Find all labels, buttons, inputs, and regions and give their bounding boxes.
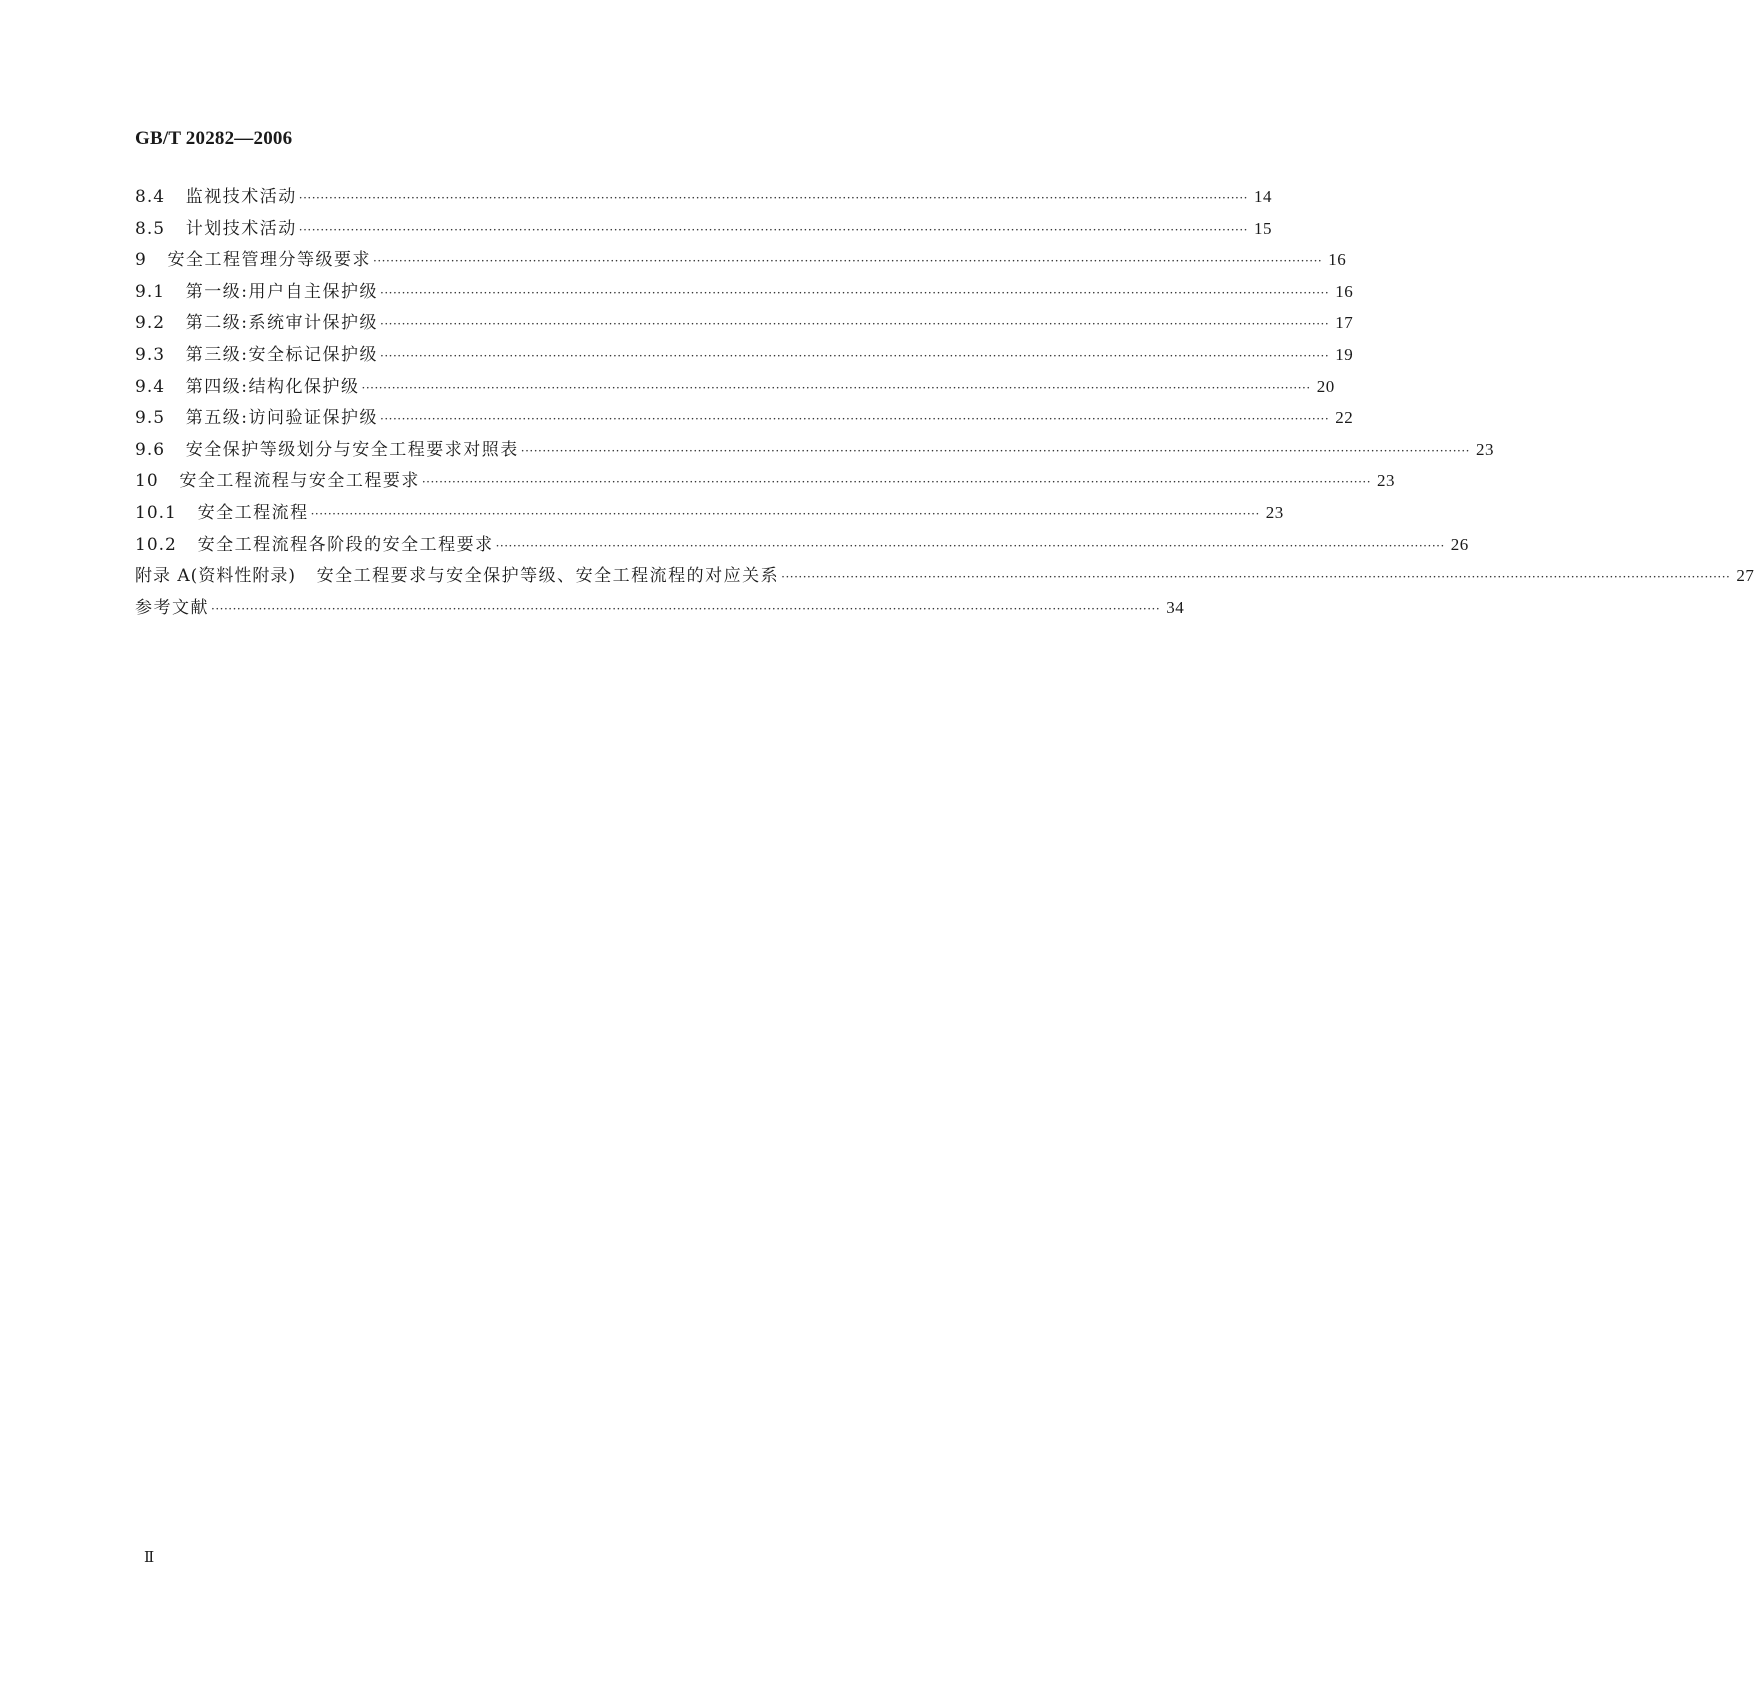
toc-entry-label bbox=[135, 593, 209, 618]
toc-leader-dots: ···························································································································································································································· bbox=[361, 380, 1311, 395]
toc-entry-label bbox=[135, 372, 360, 397]
toc-entry-label bbox=[135, 245, 371, 270]
toc-leader-dots: ···························································································································································································································· bbox=[298, 191, 1248, 205]
toc-entry-page: 23 bbox=[1475, 439, 1494, 459]
toc-entry-title: 安全工程要求与安全保护等级、安全工程流程的对应关系 bbox=[316, 566, 780, 587]
toc-entry-title: 安全保护等级划分与安全工程要求对照表 bbox=[185, 439, 519, 460]
toc-entry[interactable] bbox=[135, 308, 1354, 340]
toc-entry-number: 10 bbox=[135, 471, 159, 492]
toc-entry[interactable] bbox=[135, 403, 1354, 435]
toc-entry-label bbox=[135, 308, 378, 333]
toc-entry[interactable] bbox=[135, 214, 1272, 246]
toc-entry[interactable] bbox=[135, 466, 1396, 498]
toc-leader-dots: ···························································································································································································································· bbox=[380, 317, 1330, 332]
toc-entry-label bbox=[135, 403, 378, 428]
toc-entry-page: 17 bbox=[1335, 313, 1354, 333]
toc-entry-title: 参考文献 bbox=[135, 597, 209, 618]
page-number-roman: Ⅱ bbox=[144, 1550, 155, 1566]
toc-entry[interactable] bbox=[135, 561, 1754, 593]
toc-entry-page: 16 bbox=[1335, 281, 1354, 301]
toc-entry-number: 9.4 bbox=[135, 376, 166, 397]
toc-leader-dots: ···························································································································································································································· bbox=[380, 285, 1330, 300]
toc-entry[interactable] bbox=[135, 277, 1354, 309]
toc-entry-number: 10.1 bbox=[135, 502, 177, 523]
toc-entry-title: 计划技术活动 bbox=[185, 218, 297, 239]
toc-entry-page: 23 bbox=[1265, 502, 1284, 522]
toc-leader-dots: ···························································································································································································································· bbox=[373, 254, 1323, 269]
toc-leader-dots: ···························································································································································································································· bbox=[781, 570, 1731, 585]
toc-leader-dots: ···························································································································································································································· bbox=[380, 348, 1330, 363]
toc-entry-label bbox=[135, 340, 378, 365]
toc-entry[interactable] bbox=[135, 340, 1354, 372]
toc-entry[interactable] bbox=[135, 182, 1272, 214]
toc-entry-title: 第二级:系统审计保护级 bbox=[185, 313, 378, 334]
toc-entry-page: 16 bbox=[1328, 250, 1347, 270]
toc-entry-number: 8.5 bbox=[135, 218, 166, 239]
toc-entry[interactable] bbox=[135, 530, 1469, 562]
toc-entry[interactable] bbox=[135, 245, 1347, 277]
toc-entry-page: 19 bbox=[1335, 344, 1354, 364]
toc-leader-dots: ···························································································································································································································· bbox=[520, 443, 1470, 458]
table-of-contents bbox=[135, 182, 1754, 624]
toc-entry-number: 9.3 bbox=[135, 344, 166, 365]
toc-entry-label bbox=[135, 466, 420, 491]
toc-leader-dots: ···························································································································································································································· bbox=[421, 475, 1372, 490]
toc-entry-label bbox=[135, 182, 297, 207]
toc-entry-page: 26 bbox=[1450, 534, 1469, 554]
toc-entry-number: 9.5 bbox=[135, 408, 166, 429]
toc-entry-number: 9.1 bbox=[135, 281, 166, 302]
toc-entry-label bbox=[135, 530, 494, 555]
toc-leader-dots: ···························································································································································································································· bbox=[380, 412, 1330, 427]
toc-leader-dots: ···························································································································································································································· bbox=[211, 601, 1161, 616]
toc-entry-label bbox=[135, 498, 309, 523]
toc-entry[interactable] bbox=[135, 498, 1284, 530]
toc-entry-label bbox=[135, 214, 297, 239]
toc-entry-label bbox=[135, 435, 519, 460]
toc-leader-dots: ···························································································································································································································· bbox=[495, 538, 1445, 553]
toc-leader-dots: ···························································································································································································································· bbox=[310, 506, 1260, 521]
toc-entry-title: 第三级:安全标记保护级 bbox=[185, 344, 378, 365]
toc-entry[interactable] bbox=[135, 593, 1185, 625]
toc-entry-label bbox=[135, 277, 378, 302]
toc-entry-title: 监视技术活动 bbox=[185, 187, 297, 207]
toc-entry-number: 附录 A(资料性附录) bbox=[135, 566, 296, 587]
toc-entry-number: 9.2 bbox=[135, 313, 166, 334]
toc-entry-title: 安全工程流程与安全工程要求 bbox=[179, 471, 420, 492]
toc-entry-page: 34 bbox=[1166, 597, 1185, 617]
toc-entry-title: 安全工程流程各阶段的安全工程要求 bbox=[197, 534, 494, 555]
toc-entry-number: 8.4 bbox=[135, 187, 166, 207]
toc-entry-number: 9.6 bbox=[135, 439, 166, 460]
toc-entry-page: 23 bbox=[1377, 471, 1396, 491]
toc-entry[interactable] bbox=[135, 435, 1494, 467]
toc-entry-number: 10.2 bbox=[135, 534, 177, 555]
toc-entry-page: 20 bbox=[1316, 376, 1335, 396]
toc-entry-title: 第一级:用户自主保护级 bbox=[185, 281, 378, 302]
toc-entry-page: 27 bbox=[1736, 566, 1754, 586]
toc-entry-page: 14 bbox=[1253, 187, 1272, 206]
toc-entry-page: 22 bbox=[1335, 408, 1354, 428]
toc-entry-page: 15 bbox=[1253, 218, 1272, 238]
toc-leader-dots: ···························································································································································································································· bbox=[298, 222, 1248, 237]
toc-entry-title: 安全工程管理分等级要求 bbox=[167, 250, 372, 271]
toc-entry-title: 第四级:结构化保护级 bbox=[185, 376, 360, 397]
toc-entry-number: 9 bbox=[135, 250, 147, 271]
toc-entry-label bbox=[135, 561, 779, 586]
toc-entry-title: 安全工程流程 bbox=[197, 502, 309, 523]
toc-entry[interactable] bbox=[135, 372, 1335, 404]
document-code-header: GB/T 20282—2006 bbox=[135, 128, 293, 149]
toc-entry-title: 第五级:访问验证保护级 bbox=[185, 408, 378, 429]
